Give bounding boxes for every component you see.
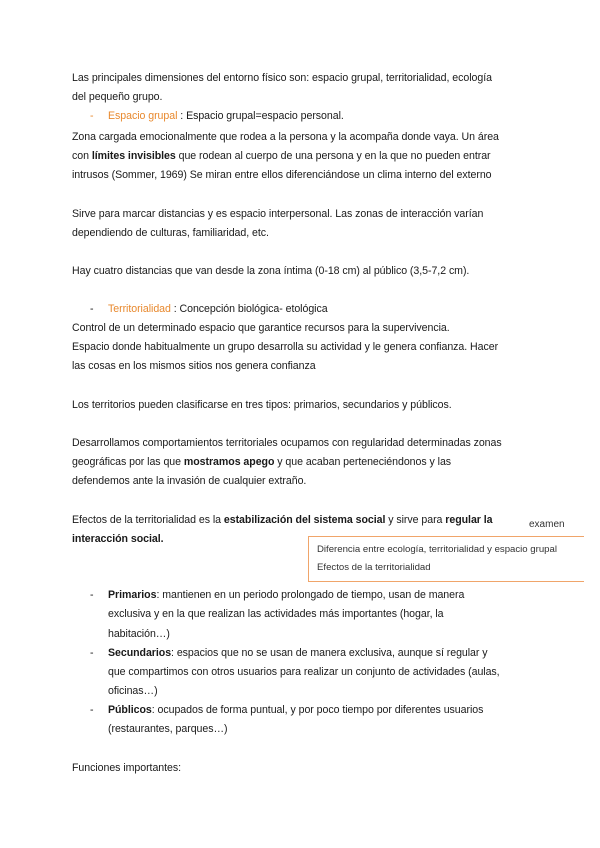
sirve-line-1: Sirve para marcar distancias y es espacio interpersonal. Las zonas de interacción varían (72, 208, 484, 220)
bullet-dash-espacio-grupal: - (90, 110, 94, 122)
primarios-line-3: habitación…) (108, 628, 170, 640)
zona-line-3: intrusos (Sommer, 1969) Se miran entre ellos diferenciándose un clima interno del externo (72, 169, 492, 181)
intro-line-2: del pequeño grupo. (72, 91, 163, 103)
secundarios-line-3: oficinas…) (108, 685, 158, 697)
bullet-dash-territorialidad: - (90, 303, 94, 315)
bold-estabilizacion: estabilización del sistema social (223, 514, 386, 526)
efectos-line-1-c: y sirve para (385, 514, 446, 526)
funciones-heading: Funciones importantes: (72, 762, 182, 774)
efectos-line-1 (72, 513, 493, 527)
bold-limites-invisibles: límites invisibles (91, 150, 176, 162)
comment-line-1: Diferencia entre ecología, territorialidad y espacio grupal (317, 544, 557, 555)
publicos-def-1: : ocupados de forma puntual, y por poco tiempo por diferentes usuarios (151, 704, 484, 716)
efectos-line-2 (72, 532, 164, 546)
distancias-line: Hay cuatro distancias que van desde la zona íntima (0-18 cm) al público (3,5-7,2 cm). (72, 265, 470, 277)
zona-line-1: Zona cargada emocionalmente que rodea a la persona y la acompaña donde vaya. Un área (72, 131, 499, 143)
efectos-line-1-a: Efectos de la territorialidad es la (72, 514, 224, 526)
bold-regular-la: regular la (445, 514, 493, 526)
comportamientos-line-1: Desarrollamos comportamientos territoriales ocupamos con regularidad determinadas zonas (72, 437, 502, 449)
secundarios-def-1: : espacios que no se usan de manera exclusiva, aunque sí regular y (171, 647, 488, 659)
term-territorialidad: Territorialidad (108, 303, 171, 315)
publicos-line-2: (restaurantes, parques…) (108, 723, 228, 735)
zona-line-2 (72, 149, 491, 163)
comportamientos-line-2-c: y que acaban perteneciéndonos y las (274, 456, 452, 468)
bullet-dash-primarios: - (90, 589, 94, 601)
bold-mostramos-apego: mostramos apego (183, 456, 275, 468)
comment-author-tag: examen (529, 519, 565, 530)
term-secundarios: Secundarios (108, 647, 172, 659)
control-line-3: las cosas en los mismos sitios nos genera confianza (72, 360, 316, 372)
bullet-territorialidad (108, 302, 328, 316)
term-publicos: Públicos (108, 704, 152, 716)
bullet-dash-publicos: - (90, 704, 94, 716)
term-primarios: Primarios (108, 589, 157, 601)
primarios-def-1: : mantienen en un periodo prolongado de tiempo, usan de manera (156, 589, 465, 601)
comportamientos-line-2-a: geográficas por las que (72, 456, 184, 468)
zona-line-2-a: con (72, 150, 92, 162)
control-line-1: Control de un determinado espacio que garantice recursos para la supervivencia. (72, 322, 450, 334)
sirve-line-2: dependiendo de culturas, familiaridad, etc. (72, 227, 269, 239)
zona-line-2-c: que rodean al cuerpo de una persona y en la que no pueden entrar (175, 150, 491, 162)
comportamientos-line-2 (72, 455, 451, 469)
term-espacio-grupal: Espacio grupal (108, 110, 178, 122)
secundarios-line-2: que compartimos con otros usuarios para realizar un conjunto de actividades (aulas, (108, 666, 500, 678)
primarios-line-1 (108, 588, 464, 602)
publicos-line-1 (108, 703, 483, 717)
comportamientos-line-3: defendemos ante la invasión de cualquier extraño. (72, 475, 307, 487)
bold-interaccion-social: interacción social. (72, 533, 164, 545)
primarios-line-2: exclusiva y en la que realizan las actividades más importantes (hogar, la (108, 608, 444, 620)
bullet-espacio-grupal (108, 109, 344, 123)
exam-comment-box[interactable] (308, 536, 584, 582)
intro-line-1: Las principales dimensiones del entorno físico son: espacio grupal, territorialidad, ecología (72, 72, 492, 84)
secundarios-line-1 (108, 646, 488, 660)
territorios-line: Los territorios pueden clasificarse en tres tipos: primarios, secundarios y públicos. (72, 399, 452, 411)
def-espacio-grupal: : Espacio grupal=espacio personal. (177, 110, 344, 122)
def-territorialidad: : Concepción biológica- etológica (170, 303, 328, 315)
comment-line-2: Efectos de la territorialidad (317, 562, 431, 573)
bullet-dash-secundarios: - (90, 647, 94, 659)
control-line-2: Espacio donde habitualmente un grupo desarrolla su actividad y le genera confianza. Hacer (72, 341, 499, 353)
